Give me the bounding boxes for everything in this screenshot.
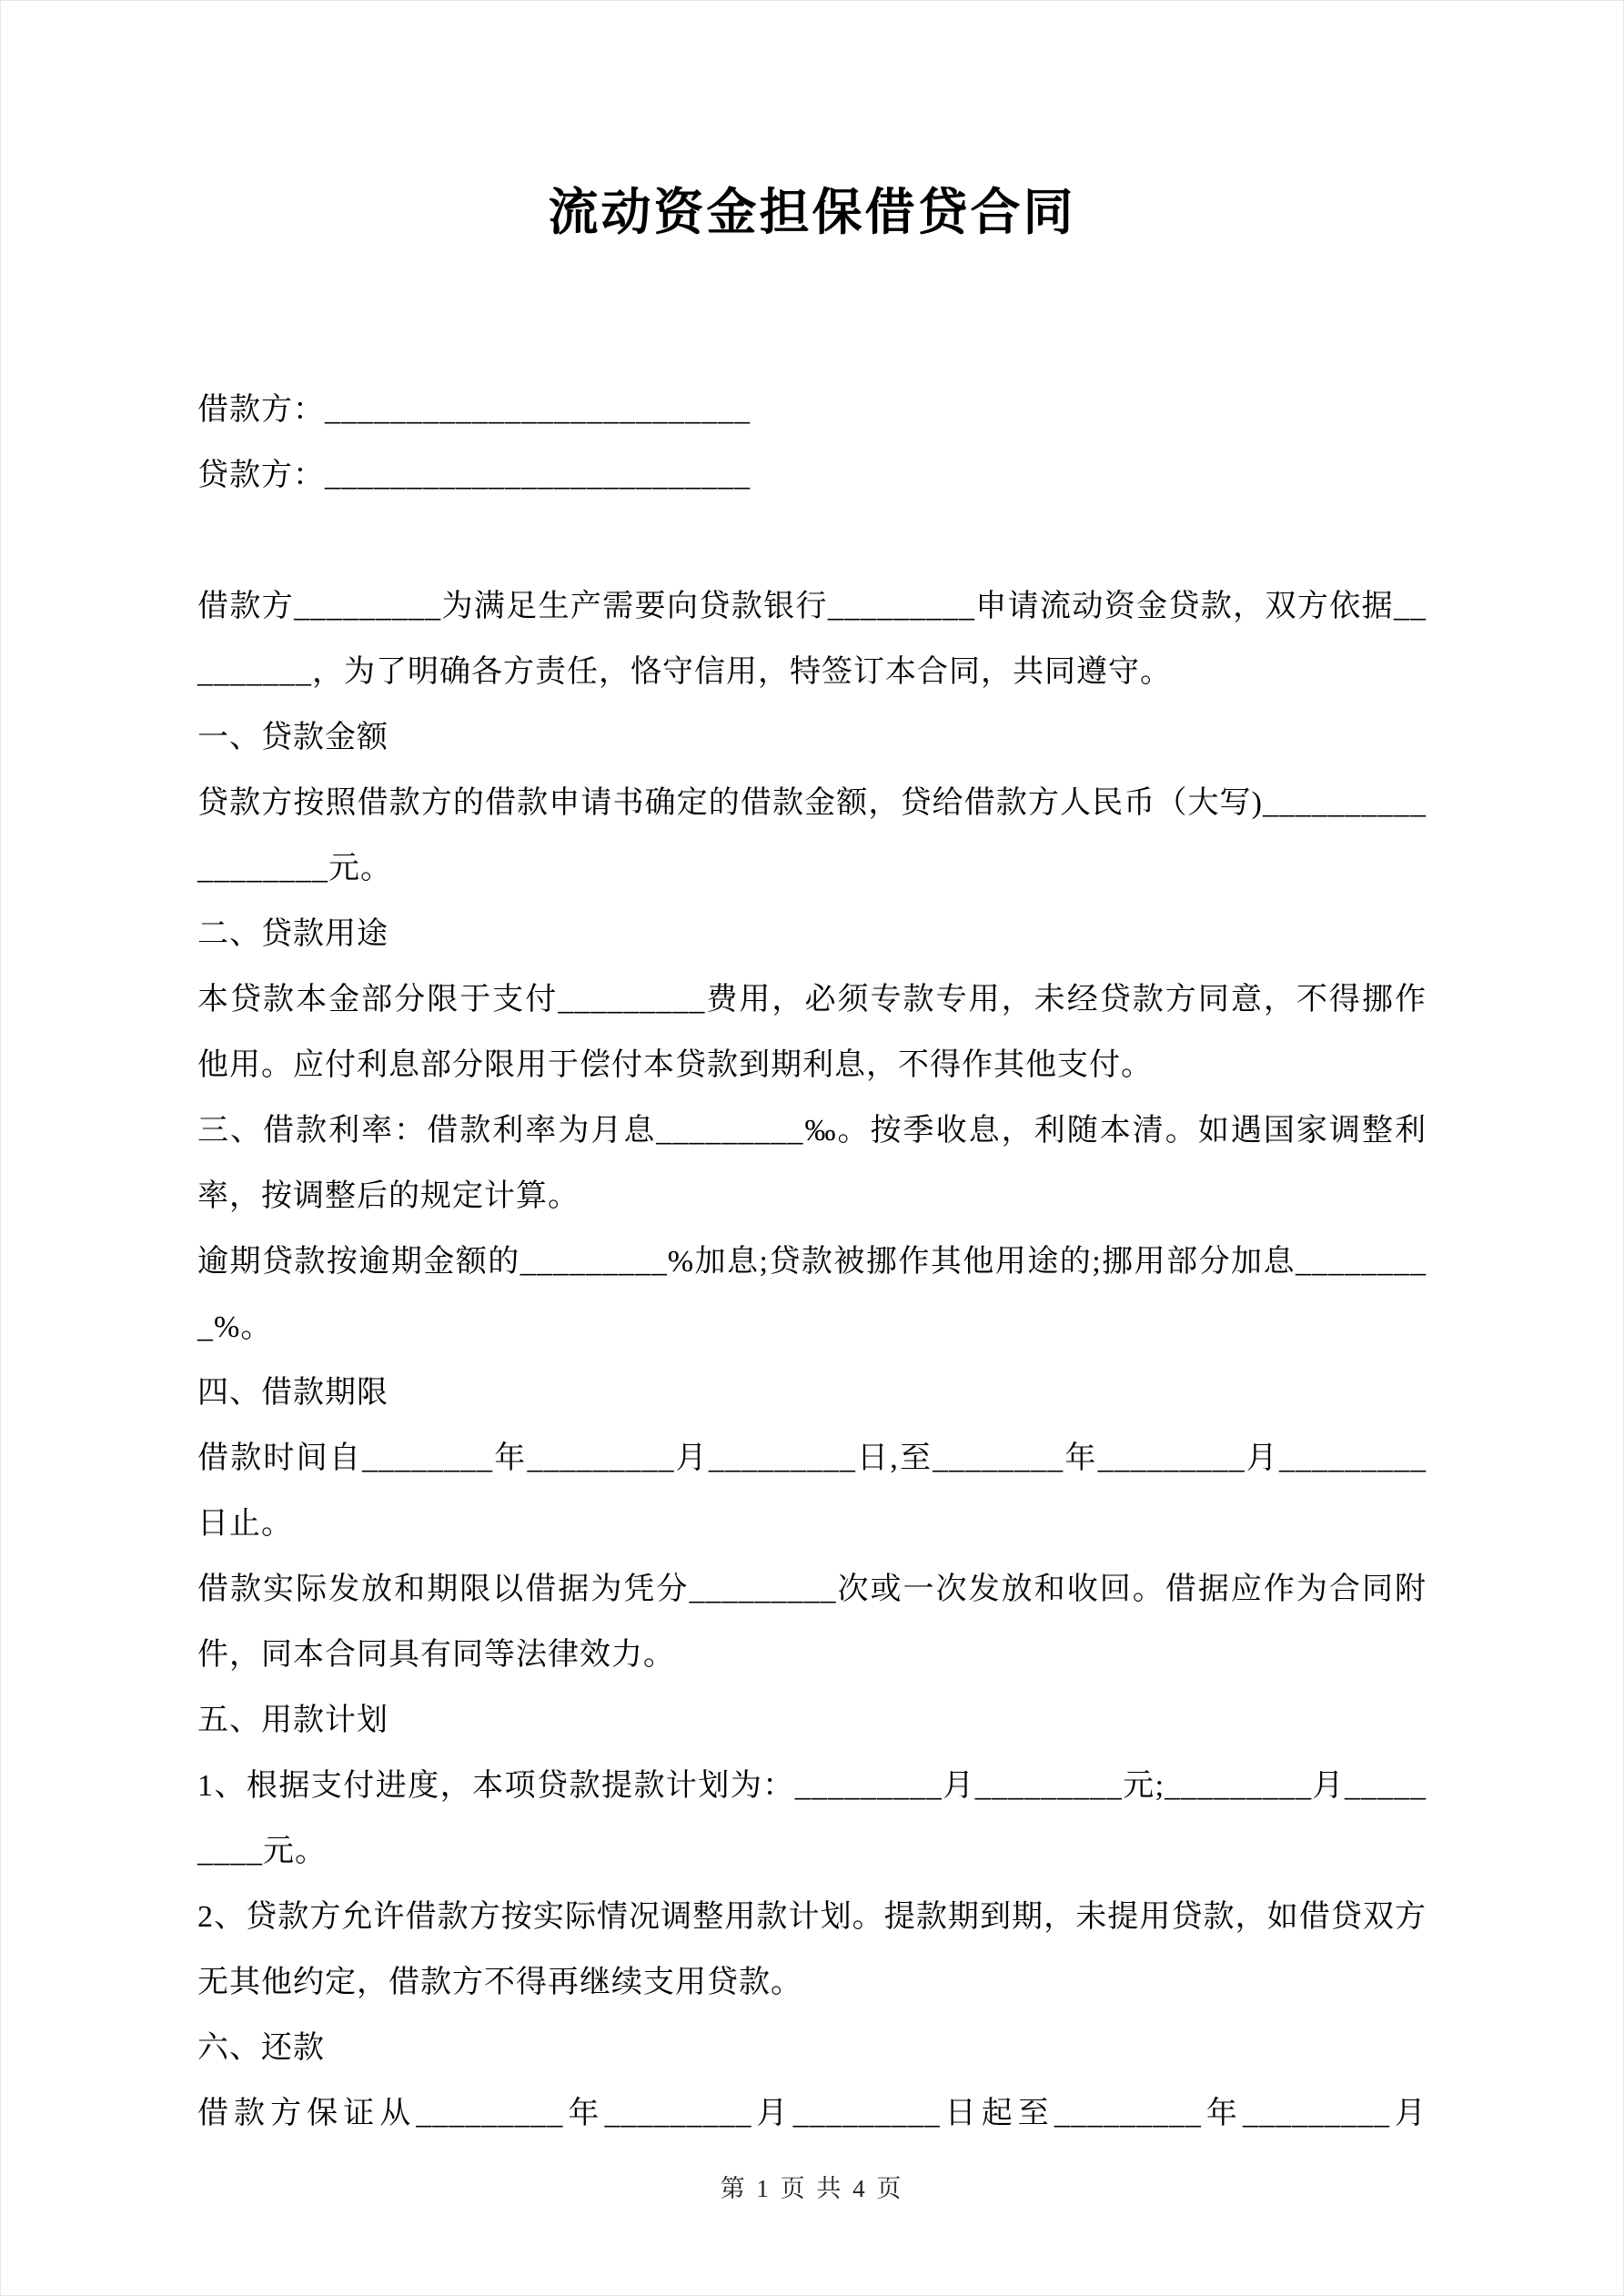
paragraph: 借款方：__________________________ xyxy=(197,393,751,427)
paragraph: 贷款方按照借款方的借款申请书确定的借款金额，贷给借款方人民币（大写)__________________元。 xyxy=(197,786,1427,885)
paragraph: 1、根据支付进度，本项贷款提款计划为：_________月_________元;_________月_________元。 xyxy=(197,1769,1427,1868)
paragraph: 逾期贷款按逾期金额的_________%加息;贷款被挪作其他用途的;挪用部分加息_________%。 xyxy=(197,1245,1427,1344)
paragraph: 一、贷款金额 xyxy=(197,721,388,754)
paragraph: 六、还款 xyxy=(197,2031,325,2065)
paragraph: 2、贷款方允许借款方按实际情况调整用款计划。提款期到期，未提用贷款，如借贷双方无其他约定，借款方不得再继续支用贷款。 xyxy=(197,1900,1427,1999)
page-footer xyxy=(1,2169,1623,2204)
paragraph: 借款方_________为满足生产需要向贷款银行_________申请流动资金贷款，双方依据_________，为了明确各方责任，恪守信用，特签订本合同，共同遵守。 xyxy=(197,590,1427,689)
paragraph: 五、用款计划 xyxy=(197,1704,388,1737)
paragraph: 借款时间自________年_________月_________日,至________年_________月_________日止。 xyxy=(197,1441,1427,1541)
paragraph: 三、借款利率：借款利率为月息_________‰。按季收息，利随本清。如遇国家调整利率，按调整后的规定计算。 xyxy=(197,1114,1427,1213)
page-number-text: 第 1 页 共 4 页 xyxy=(720,2175,904,2202)
paragraph: 本贷款本金部分限于支付_________费用，必须专款专用，未经贷款方同意，不得挪作他用。应付利息部分限用于偿付本贷款到期利息，不得作其他支付。 xyxy=(197,983,1427,1082)
document-body xyxy=(197,378,1427,2147)
document-title: 流动资金担保借贷合同 xyxy=(548,185,1076,240)
document-page xyxy=(1,1,1623,2295)
paragraph: 贷款方：__________________________ xyxy=(197,459,751,492)
paragraph: 二、贷款用途 xyxy=(197,917,388,951)
paragraph: 四、借款期限 xyxy=(197,1376,388,1410)
paragraph: 借款方保证从_________年_________月_________日起至_________年_________月 xyxy=(197,2097,1427,2130)
paragraph: 借款实际发放和期限以借据为凭分_________次或一次发放和收回。借据应作为合同附件，同本合同具有同等法律效力。 xyxy=(197,1573,1427,1672)
